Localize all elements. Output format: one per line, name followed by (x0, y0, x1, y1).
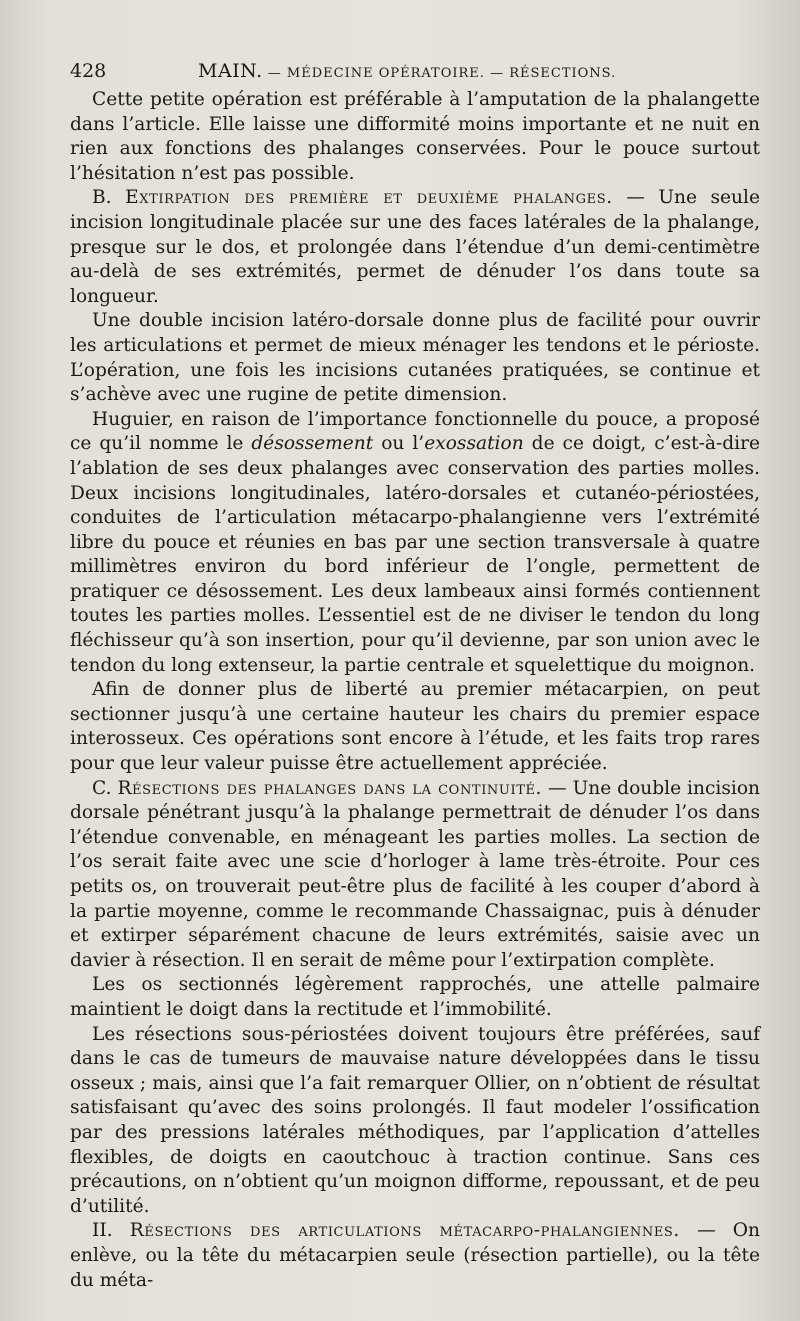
paragraph: Cette petite opération est préférable à l’amputation de la phalangette dans l’article. Elle laisse une difformité moins importante et ne nuit en rien aux fonctions des phalanges conservées. Pour le pouce surtout l’hésitation n’est pas possible. (70, 89, 760, 184)
section-label: II. (92, 1220, 113, 1242)
section-heading: Résections des articulations métacarpo-phalangiennes. (129, 1220, 680, 1242)
paragraph-section-ii (70, 1219, 760, 1293)
text-run: Huguier, en raison de l’importance fonctionnelle du pouce, a proposé ce qu’il nomme le (70, 408, 760, 455)
paragraph-section-b (70, 186, 760, 309)
italic-term: exossation (424, 433, 524, 455)
section-heading: Résections des phalanges dans la continuité. (117, 777, 543, 799)
running-title-rest: — MÉDECINE OPÉRATOIRE. — RÉSECTIONS. (262, 66, 617, 81)
paragraph: Les os sectionnés légèrement rapprochés, une attelle palmaire maintient le doigt dans la rectitude et l’immobilité. (70, 974, 760, 1020)
section-text: — On enlève, ou la tête du métacarpien seule (résection partielle), ou la tête du méta- (70, 1220, 761, 1291)
paragraph-section-c (70, 777, 760, 974)
paragraph: Une double incision latéro-dorsale donne plus de facilité pour ouvrir les articulations et permet de mieux ménager les tendons et le périoste. L’opération, une fois les incisions cutanées pratiquées, se continue et s’achève avec une rugine de petite dimension. (70, 310, 760, 406)
section-text: — Une seule incision longitudinale placée sur une des faces latérales de la phalange, presque sur le dos, et prolongée dans l’étendue d’un demi-centimètre au-delà de ses extrémités, permet de dénuder l’os dans toute sa longueur. (70, 187, 760, 307)
running-title (198, 60, 616, 82)
italic-term: désossement (251, 433, 374, 455)
text-run: de ce doigt, c’est-à-dire l’ablation de ses deux phalanges avec conservation des parties molles. Deux incisions longitudinales, latéro-dorsales et cutanéo-périostées, conduites de l’articulation métacarpo-phalangienne vers l’extrémité libre du pouce et réunies en bas par une section transversale à quatre millimètres environ du bord inférieur de l’ongle, permettent de pratiquer ce désossement. Les deux lambeaux ainsi formés contiennent toutes les parties molles. L’essentiel est de ne diviser le tendon du long fléchisseur qu’à son insertion, pour qu’il devienne, par son union avec le tendon du long extenseur, la partie centrale et squelettique du moignon. (70, 433, 760, 676)
body-text (70, 88, 760, 1293)
section-label: C. (92, 777, 112, 799)
paragraph: Afin de donner plus de liberté au premier métacarpien, on peut sectionner jusqu’à une certaine hauteur les chairs du premier espace interosseux. Ces opérations sont encore à l’étude, et les faits trop rares pour que leur valeur puisse être actuellement appréciée. (70, 679, 760, 775)
paragraph: Les résections sous-périostées doivent toujours être préférées, sauf dans le cas de tumeurs de mauvaise nature développées dans le tissu osseux ; mais, ainsi que l’a fait remarquer Ollier, on n’obtient de résultat satisfaisant qu’avec des soins prolongés. Il faut modeler l’ossification par des pressions latérales méthodiques, par l’application d’attelles flexibles, de doigts en caoutchouc à traction continue. Sans ces précautions, on n’obtient qu’un moignon difforme, repoussant, et de peu d’utilité. (70, 1023, 760, 1217)
section-heading: Extirpation des première et deuxième phalanges. (125, 187, 613, 209)
paragraph-huguier (70, 408, 760, 679)
running-header (70, 60, 760, 86)
section-text: — Une double incision dorsale pénétrant jusqu’à la phalange permettrait de dénuder l’os dans l’étendue convenable, en ménageant les parties molles. La section de l’os serait faite avec une scie d’horloger à lame très-étroite. Pour ces petits os, on trouverait peut-être plus de facilité à les couper d’abord à la partie moyenne, comme le recommande Chassaignac, puis à dénuder et extirper séparément chacune de leurs extrémités, saisie avec un davier à résection. Il en serait de même pour l’extirpation complète. (70, 777, 760, 971)
page-number: 428 (70, 60, 107, 82)
text-run: ou l’ (373, 433, 425, 455)
running-title-main: MAIN. (198, 60, 263, 82)
section-label: B. (92, 187, 112, 209)
